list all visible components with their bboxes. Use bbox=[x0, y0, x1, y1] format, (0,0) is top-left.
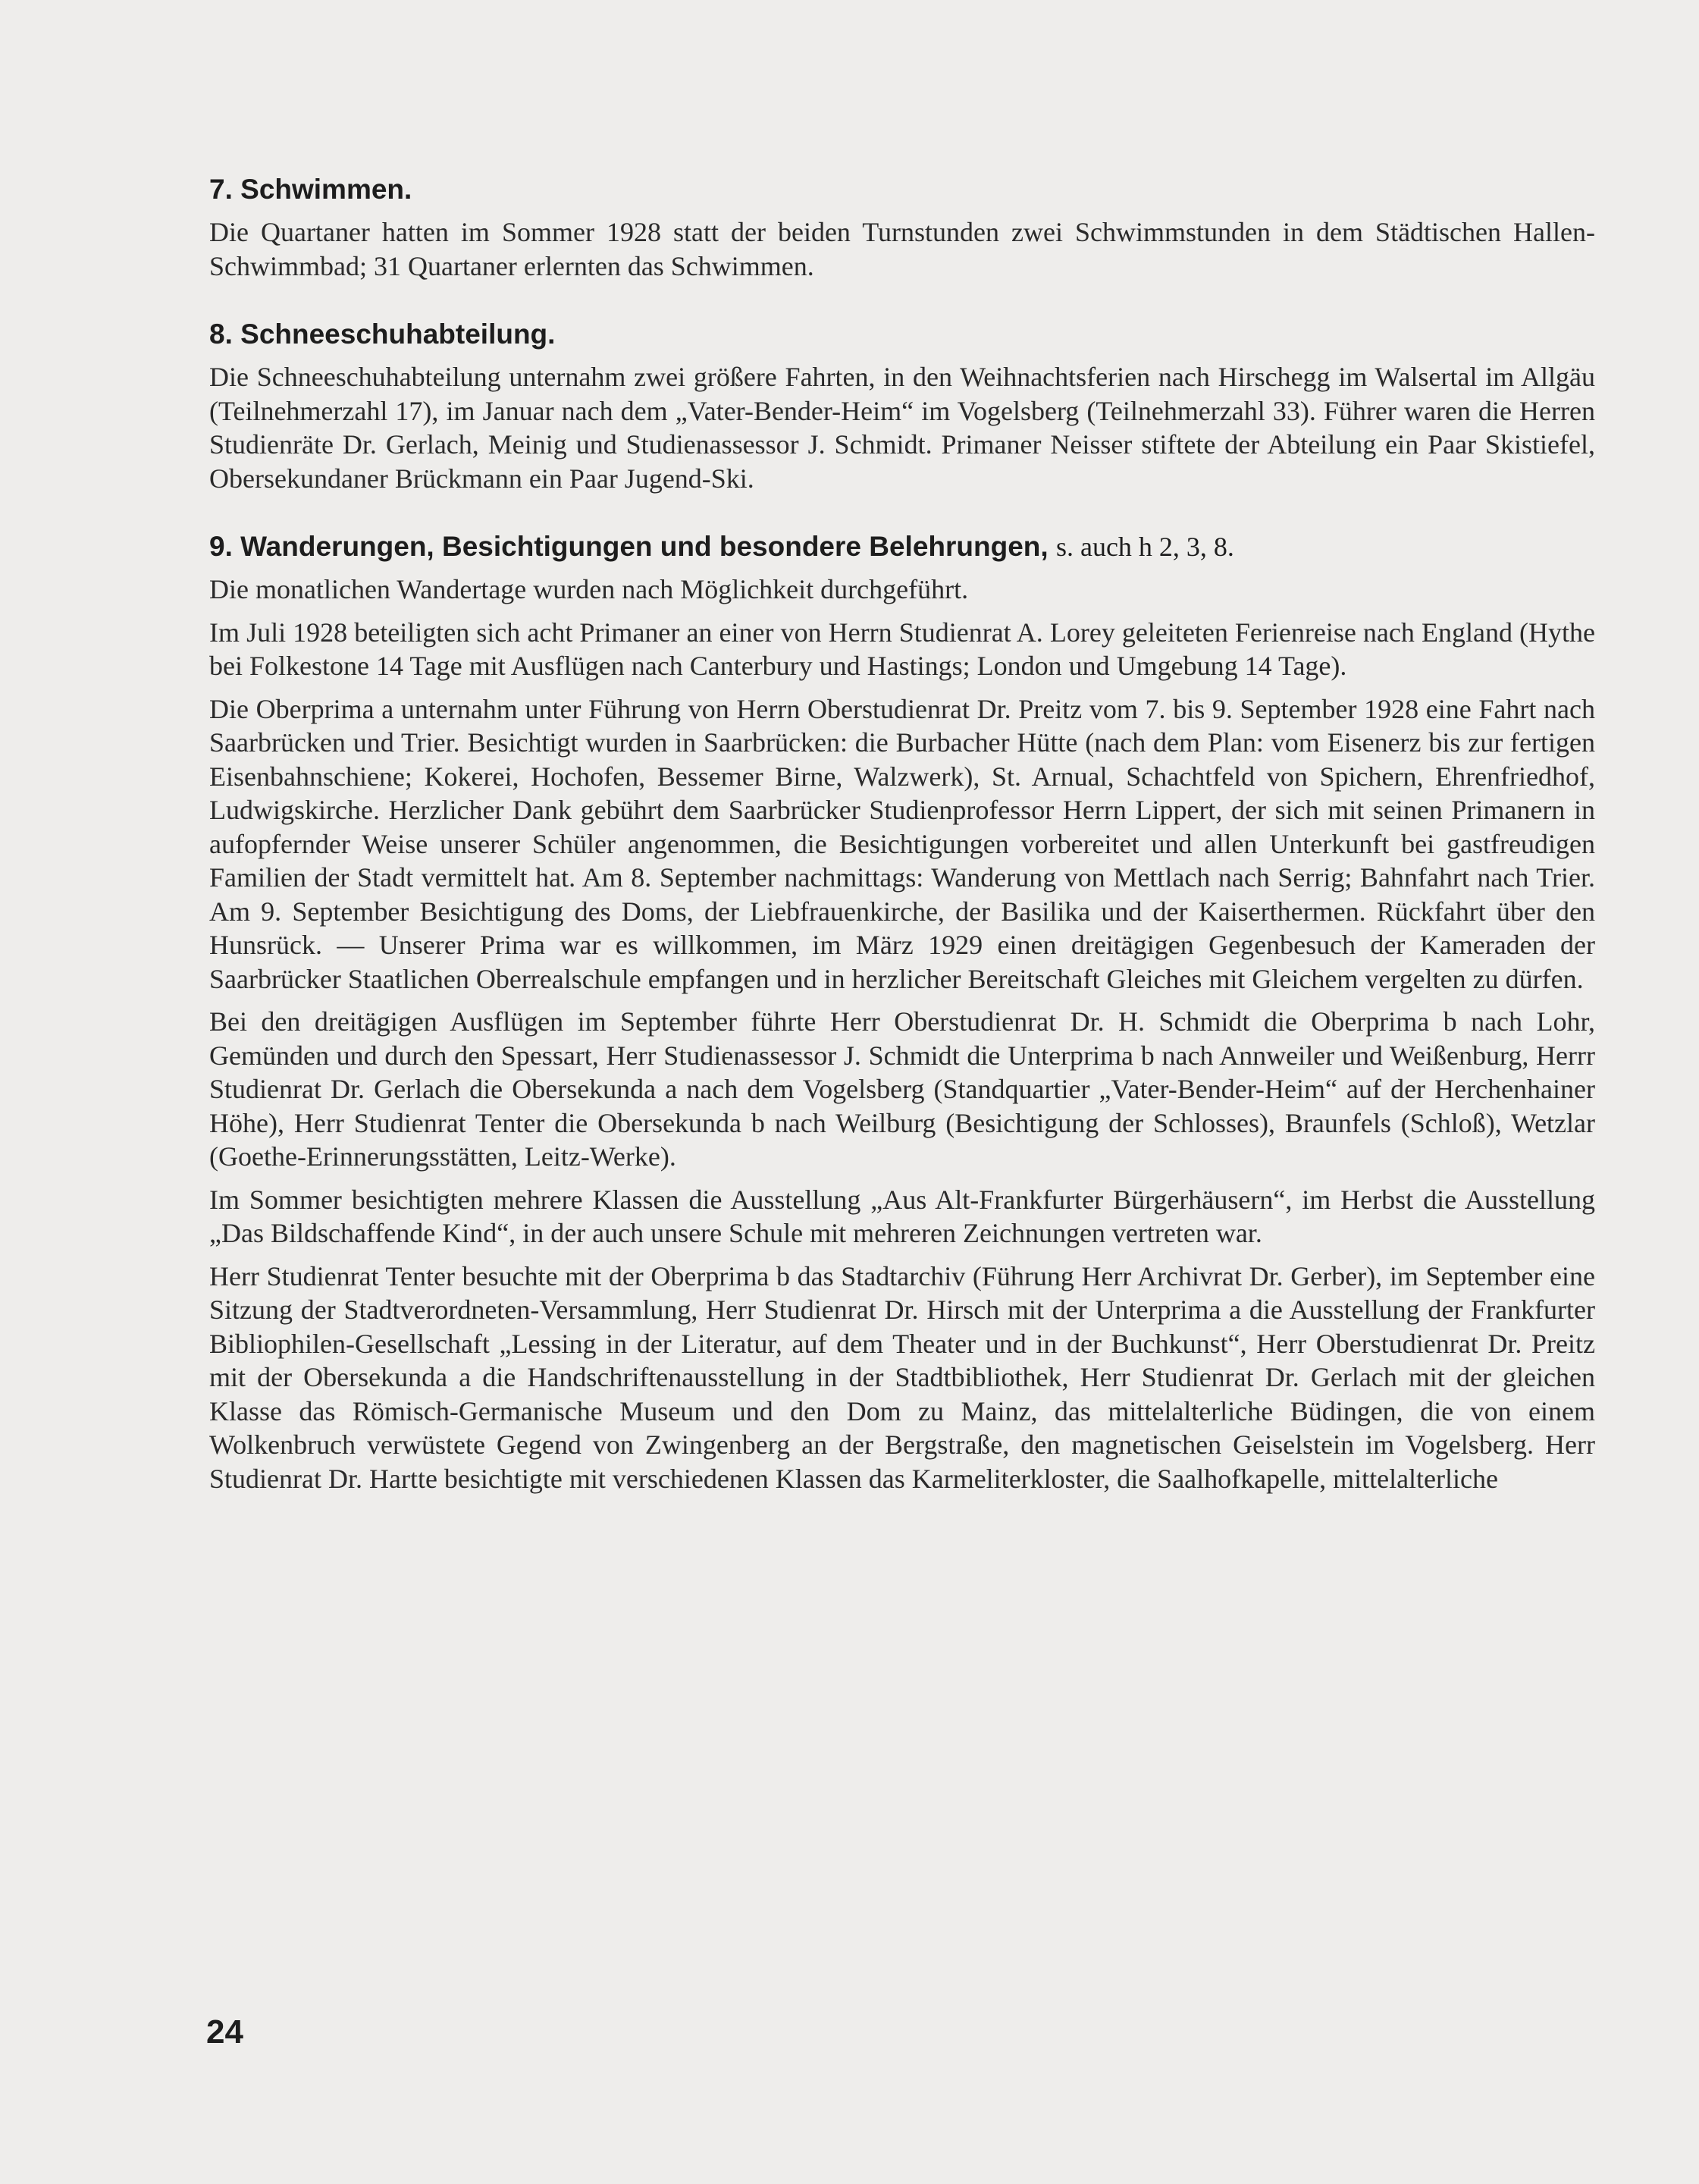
section-heading: 8. Schneeschuhabteilung. bbox=[209, 318, 556, 350]
section-heading bbox=[209, 530, 1595, 563]
page-body bbox=[209, 173, 1595, 1505]
section-spacer bbox=[209, 504, 1595, 530]
section-heading-reference: s. auch h 2, 3, 8. bbox=[1055, 532, 1234, 562]
paragraph: Herr Studienrat Tenter besuchte mit der Oberprima b das Stadtarchiv (Führung Herr Archivrat Dr. Gerber), im September eine Sitzung der Stadtverordneten-Versammlung, Herr Studienrat Dr. Hirsch mit der Unterprima a die Ausstellung der Frankfurter Bibliophilen-Gesellschaft „Lessing in der Literatur, auf dem Theater und in der Buchkunst“, Herr Oberstudienrat Dr. Preitz mit der Obersekunda a die Handschriftenausstellung in der Stadtbibliothek, Herr Studienrat Dr. Gerlach mit der gleichen Klasse das Römisch-Germanische Museum und den Dom zu Mainz, das mittelalterliche Büdingen, die von einem Wolkenbruch verwüstete Gegend von Zwingenberg an der Bergstraße, den magnetischen Geiselstein im Vogelsberg. Herr Studienrat Dr. Hartte besichtigte mit verschiedenen Klassen das Karmeliterkloster, die Saalhofkapelle, mittelalterliche bbox=[209, 1260, 1595, 1494]
paragraph: Im Sommer besichtigten mehrere Klassen die Ausstellung „Aus Alt-Frankfurter Bürgerhäusern“, im Herbst die Ausstellung „Das Bildschaffende Kind“, in der auch unsere Schule mit mehreren Zeichnungen vertreten war. bbox=[209, 1184, 1595, 1248]
page-number: 24 bbox=[206, 2013, 243, 2051]
section-7 bbox=[209, 173, 1595, 283]
paragraph: Die monatlichen Wandertage wurden nach Möglichkeit durchgeführt. bbox=[209, 574, 969, 604]
section-9 bbox=[209, 530, 1595, 1495]
paragraph: Die Quartaner hatten im Sommer 1928 statt der beiden Turnstunden zwei Schwimmstunden in dem Städtischen Hallen-Schwimmbad; 31 Quartaner erlernten das Schwimmen. bbox=[209, 217, 1595, 281]
paragraph: Im Juli 1928 beteiligten sich acht Primaner an einer von Herrn Studienrat A. Lorey geleiteten Ferienreise nach England (Hythe bei Folkestone 14 Tage mit Ausflügen nach Canterbury und Hastings; London und Umgebung 14 Tage). bbox=[209, 617, 1595, 681]
section-heading: 7. Schwimmen. bbox=[209, 174, 412, 205]
paragraph: Bei den dreitägigen Ausflügen im September führte Herr Oberstudienrat Dr. H. Schmidt die Oberprima b nach Lohr, Gemünden und durch den Spessart, Herr Studienassessor J. Schmidt die Unterprima b nach Annweiler und Weißenburg, Herrr Studienrat Dr. Gerlach die Obersekunda a nach dem Vogelsberg (Standquartier „Vater-Bender-Heim“ auf der Herchenhainer Höhe), Herr Studienrat Tenter die Obersekunda b nach Weilburg (Besichtigung der Schlosses), Braunfels (Schloß), Wetzlar (Goethe-Erinnerungsstätten, Leitz-Werke). bbox=[209, 1006, 1595, 1172]
section-heading-title: 9. Wanderungen, Besichtigungen und besondere Belehrungen, bbox=[209, 531, 1049, 562]
paragraph: Die Oberprima a unternahm unter Führung von Herrn Oberstudienrat Dr. Preitz vom 7. bis 9. September 1928 eine Fahrt nach Saarbrücken und Trier. Besichtigt wurden in Saarbrücken: die Burbacher Hütte (nach dem Plan: vom Eisenerz bis zur fertigen Eisenbahnschiene; Kokerei, Hochofen, Bessemer Birne, Walzwerk), St. Arnual, Schachtfeld von Spichern, Ehrenfriedhof, Ludwigskirche. Herzlicher Dank gebührt dem Saarbrücker Studienprofessor Herrn Lippert, der sich mit seinen Primanern in aufopfernder Weise unserer Schüler angenommen, die Besichtigungen vorbereitet und allen Unterkunft bei gastfreudigen Familien der Stadt vermittelt hat. Am 8. September nachmittags: Wanderung von Mettlach nach Serrig; Bahnfahrt nach Trier. Am 9. September Besichtigung des Doms, der Liebfrauenkirche, der Basilika und der Kaiserthermen. Rückfahrt über den Hunsrück. — Unserer Prima war es willkommen, im März 1929 einen dreitägigen Gegenbesuch der Kameraden der Saarbrücker Staatlichen Oberrealschule empfangen und in herzlicher Bereitschaft Gleiches mit Gleichem vergelten zu dürfen. bbox=[209, 693, 1595, 994]
paragraph: Die Schneeschuhabteilung unternahm zwei größere Fahrten, in den Weihnachtsferien nach Hirschegg im Walsertal im Allgäu (Teilnehmerzahl 17), im Januar nach dem „Vater-Bender-Heim“ im Vogelsberg (Teilnehmerzahl 33). Führer waren die Herren Studienräte Dr. Gerlach, Meinig und Studienassessor J. Schmidt. Primaner Neisser stiftete der Abteilung ein Paar Skistiefel, Obersekundaner Brückmann ein Paar Jugend-Ski. bbox=[209, 362, 1595, 494]
section-spacer bbox=[209, 292, 1595, 318]
section-8 bbox=[209, 318, 1595, 495]
